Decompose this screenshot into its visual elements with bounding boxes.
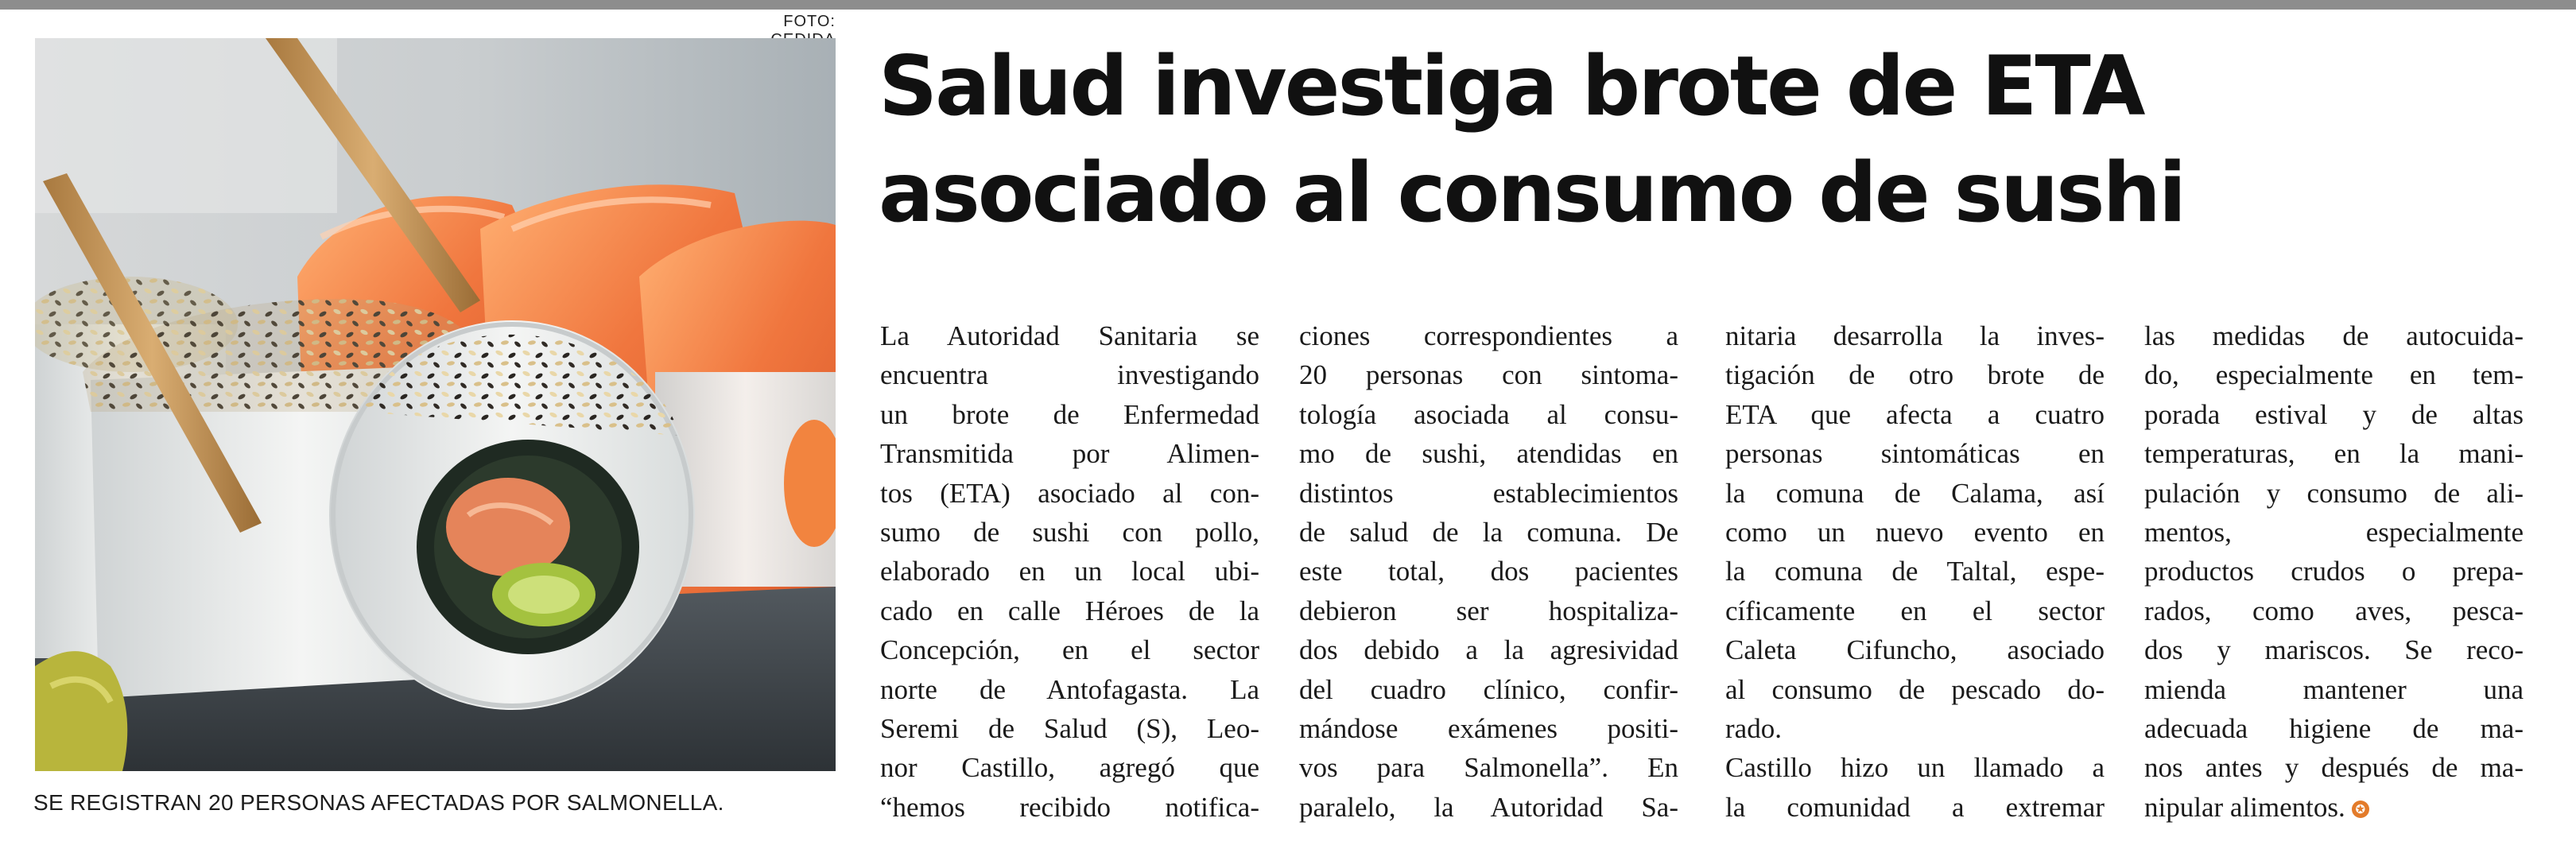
text-line: do, especialmente en tem- <box>2144 359 2524 391</box>
text-line: dos y mariscos. Se reco- <box>2144 634 2524 666</box>
text-line: la comuna de Taltal, espe- <box>1725 556 2105 587</box>
text-line: nor Castillo, agregó que <box>880 752 1259 784</box>
text-line: norte de Antofagasta. La <box>880 673 1259 705</box>
photo-caption: SE REGISTRAN 20 PERSONAS AFECTADAS POR SALMONELLA. <box>33 790 724 815</box>
text-line: distintos establecimientos <box>1299 477 1678 509</box>
headline <box>879 33 2532 266</box>
headline-line: Salud investiga brote de ETA <box>879 39 2143 134</box>
photo-credit: FOTO: <box>783 13 836 30</box>
text-line: personas sintomáticas en <box>1725 438 2105 470</box>
text-line: cado en calle Héroes de la <box>880 595 1259 626</box>
text-line: Caleta Cifuncho, asociado <box>1725 634 2105 666</box>
paragraph <box>2144 316 2524 827</box>
text-line: mándose exámenes positi- <box>1299 712 1678 744</box>
text-line: tigación de otro brote de <box>1725 359 2105 391</box>
text-line: La Autoridad Sanitaria se <box>880 320 1259 351</box>
text-line: Castillo hizo un llamado a <box>1725 752 2105 784</box>
text-line: rado. <box>1725 712 1782 744</box>
text-line: ciones correspondientes a <box>1299 320 1678 351</box>
article-photo <box>35 38 836 771</box>
paragraph <box>1725 316 2105 748</box>
text-line: debieron ser hospitaliza- <box>1299 595 1678 626</box>
text-line: ETA que afecta a cuatro <box>1725 398 2105 430</box>
article-end-star-icon: ✪ <box>2352 801 2369 818</box>
text-line-content: nipular alimentos. <box>2144 791 2345 823</box>
text-line: como un nuevo evento en <box>1725 516 2105 548</box>
top-rule <box>0 0 2576 10</box>
sushi-photo-illustration <box>35 38 836 771</box>
text-line: 20 personas con sintoma- <box>1299 359 1678 391</box>
text-line: tos (ETA) asociado al con- <box>880 477 1259 509</box>
text-column-3 <box>1725 316 2105 827</box>
text-line: mienda mantener una <box>2144 673 2524 705</box>
text-line: rados, como aves, pesca- <box>2144 595 2524 626</box>
text-line: de salud de la comuna. De <box>1299 516 1678 548</box>
text-line: este total, dos pacientes <box>1299 556 1678 587</box>
text-line: elaborado en un local ubi- <box>880 556 1259 587</box>
text-line: cíficamente en el sector <box>1725 595 2105 626</box>
text-line: tología asociada al consu- <box>1299 398 1678 430</box>
text-line: un brote de Enfermedad <box>880 398 1259 430</box>
text-line: Seremi de Salud (S), Leo- <box>880 712 1259 744</box>
text-line: vos para Salmonella”. En <box>1299 752 1678 784</box>
text-line: dos debido a la agresividad <box>1299 634 1678 666</box>
text-line: la comuna de Calama, así <box>1725 477 2105 509</box>
text-line: las medidas de autocuida- <box>2144 320 2524 351</box>
paragraph <box>1299 316 1678 827</box>
text-line: al consumo de pescado do- <box>1725 673 2105 705</box>
text-column-4 <box>2144 316 2524 827</box>
text-line: nitaria desarrolla la inves- <box>1725 320 2105 351</box>
text-line: encuentra investigando <box>880 359 1259 391</box>
text-line: mentos, especialmente <box>2144 516 2524 548</box>
paragraph <box>880 316 1259 827</box>
text-line: Concepción, en el sector <box>880 634 1259 666</box>
text-line: “hemos recibido notifica- <box>880 791 1259 823</box>
text-line: la comunidad a extremar <box>1725 791 2105 823</box>
text-line: Transmitida por Alimen- <box>880 438 1259 470</box>
text-column-1 <box>880 316 1259 827</box>
text-line: nos antes y después de ma- <box>2144 752 2524 784</box>
headline-line: asociado al consumo de sushi <box>879 145 2185 241</box>
text-line: productos crudos o prepa- <box>2144 556 2524 587</box>
text-line: temperaturas, en la mani- <box>2144 438 2524 470</box>
text-column-2 <box>1299 316 1678 827</box>
article-body <box>880 316 2524 827</box>
text-line: paralelo, la Autoridad Sa- <box>1299 791 1678 823</box>
text-line: mo de sushi, atendidas en <box>1299 438 1678 470</box>
text-line-last <box>2144 788 2524 827</box>
text-line: pulación y consumo de ali- <box>2144 477 2524 509</box>
text-line: del cuadro clínico, confir- <box>1299 673 1678 705</box>
text-line: adecuada higiene de ma- <box>2144 712 2524 744</box>
paragraph <box>1725 748 2105 827</box>
text-line: sumo de sushi con pollo, <box>880 516 1259 548</box>
text-line: porada estival y de altas <box>2144 398 2524 430</box>
